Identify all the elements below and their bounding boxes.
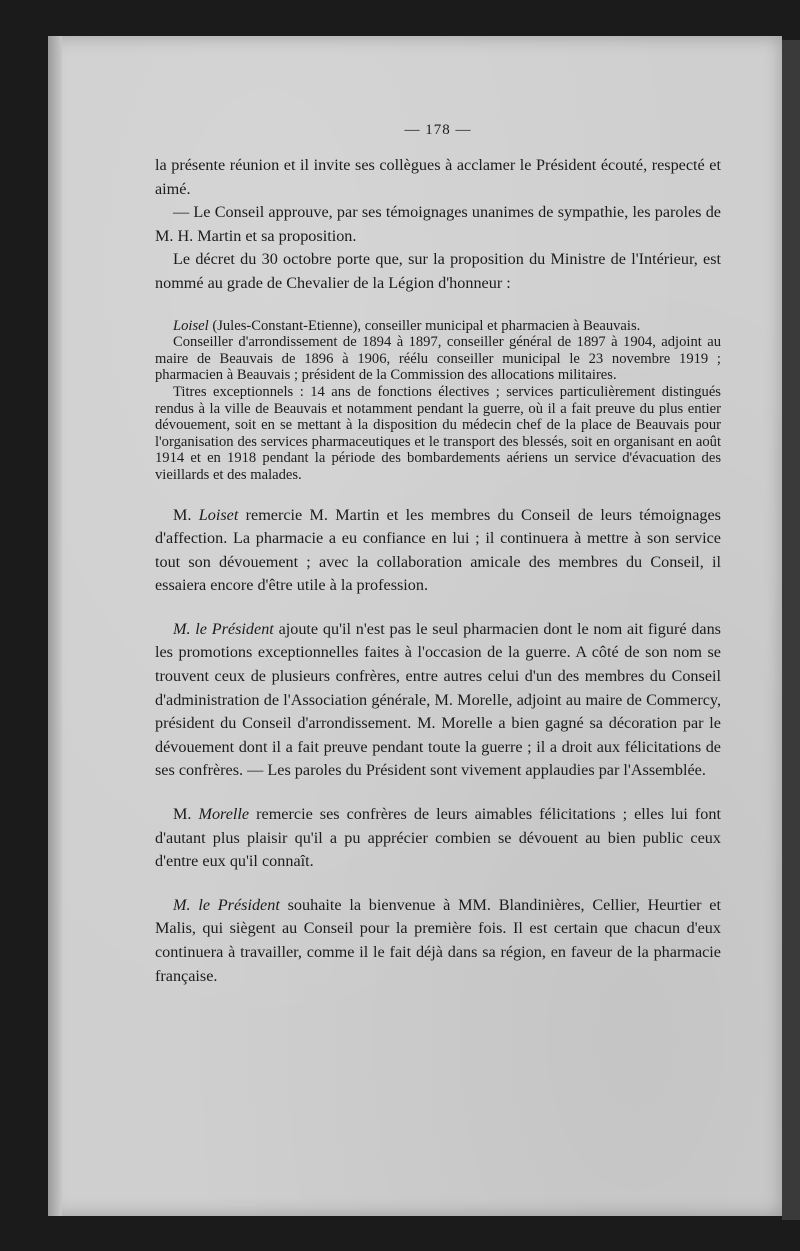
paragraph-decree: Le décret du 30 octobre porte que, sur la proposition du Ministre de l'Intérieur, est nommé au grade de Chevalier de la Légion d'honneur :: [155, 250, 721, 292]
paragraph-president-welcome: [155, 894, 721, 988]
paragraph-morelle-thanks: [155, 803, 721, 874]
p4-name: Loiset: [198, 505, 239, 524]
binding-strip: [782, 40, 800, 1220]
citation-heading: [155, 318, 721, 335]
page-number: — 178 —: [404, 122, 472, 138]
paragraph-president-adds: [155, 618, 721, 783]
citation-name: Loisel: [173, 317, 209, 334]
p5-rest: ajoute qu'il n'est pas le seul pharmacien dont le nom ait figuré dans les promotions exceptionnelles faites à l'occasion de la guerre. A côté de son nom se trouvent ceux de plusieurs confrères, entre autres celui d'un des membres du Conseil d'administration de l'Association générale, M. Morelle, adjoint au maire de Commercy, président du Conseil d'arrondissement. M. Morelle a bien gagné sa décoration par le dévouement dont il a fait preuve pendant toute la guerre ; il a droit aux félicitations de ses confrères. — Les paroles du Président sont vivement applaudies par l'Assemblée.: [155, 619, 721, 780]
page-edge: [48, 36, 62, 1216]
p7-rest: souhaite la bienvenue à MM. Blandinières, Cellier, Heurtier et Malis, qui siègent au Conseil pour la première fois. Il est certain que chacun d'eux continuera à travailler, comme il le fait déjà dans sa région, en faveur de la pharmacie française.: [155, 895, 721, 985]
page-text: [155, 122, 721, 988]
paragraph-continuation: la présente réunion et il invite ses collègues à acclamer le Président écouté, respecté et aimé.: [155, 156, 721, 198]
p4-prefix: M.: [173, 505, 199, 524]
p6-name: Morelle: [198, 805, 250, 824]
p6-prefix: M.: [173, 805, 199, 824]
paragraph-council-approves: — Le Conseil approuve, par ses témoignages unanimes de sympathie, les paroles de M. H. Martin et sa proposition.: [155, 203, 721, 245]
citation-career: Conseiller d'arrondissement de 1894 à 1897, conseiller général de 1897 à 1904, adjoint au maire de Beauvais de 1896 à 1906, réélu conseiller municipal le 23 novembre 1919 ; pharmacien à Beauvais ; président de la Commission des allocations militaires.: [155, 334, 721, 384]
p6-rest: remercie ses confrères de leurs aimables félicitations ; elles lui font d'autant plus plaisir qu'il a pu apprécier combien se dévouent au bien public ceux d'entre eux qu'il connaît.: [155, 805, 721, 871]
p7-name: M. le Président: [173, 895, 280, 914]
paragraph-loiset-thanks: [155, 504, 721, 598]
p5-name: M. le Président: [173, 619, 274, 638]
citation-titles: Titres exceptionnels : 14 ans de fonctions électives ; services particulièrement distingués rendus à la ville de Beauvais et notamment pendant la guerre, où il a fait preuve du plus entier dévouement, soit en se mettant à la disposition du médecin chef de la place de Beauvais pour l'organisation des services pharmaceutiques et le transport des blessés, soit en organisant en août 1914 et en 1918 pendant la période des bombardements aériens un service d'évacuation des vieillards et des malades.: [155, 383, 721, 483]
citation-heading-rest: (Jules-Constant-Etienne), conseiller municipal et pharmacien à Beauvais.: [208, 317, 641, 334]
p4-rest: remercie M. Martin et les membres du Conseil de leurs témoignages d'affection. La pharmacie a eu confiance en lui ; il continuera à mettre à son service tout son dévouement ; avec la collaboration amicale des membres du Conseil, il essaiera encore d'être utile à la profession.: [155, 505, 721, 595]
